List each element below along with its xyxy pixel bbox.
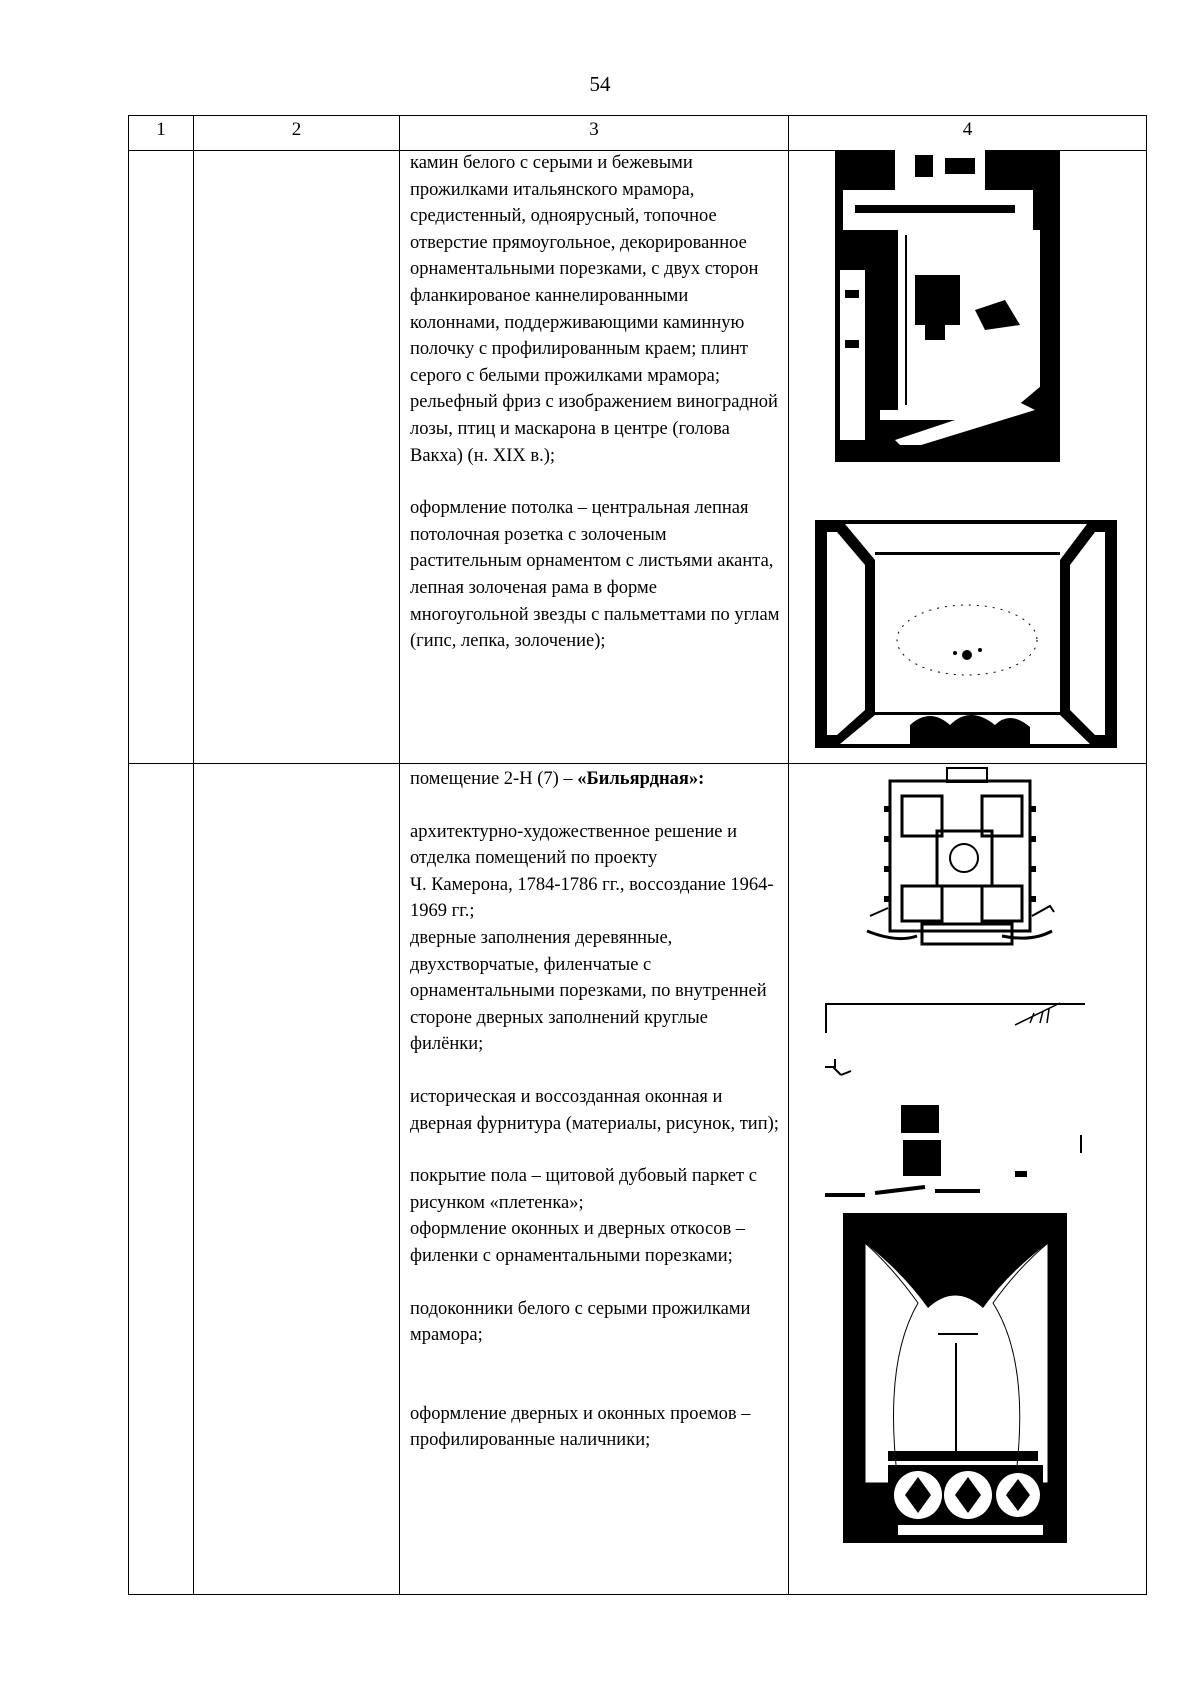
column-header-3: 3: [589, 119, 599, 140]
room-heading-name: «Бильярдная»:: [577, 769, 705, 789]
column-header-4: 4: [962, 119, 973, 140]
page-number: 54: [589, 72, 611, 96]
ceiling-description: оформление потолка – центральная лепная потолочная розетка с золоченым растительным орнаментом с листьями аканта, лепная золоченая рама в форме многоугольной звезды с пальметтами по углам (гипс, лепка, золочение);: [410, 498, 780, 652]
column-header-2: 2: [291, 119, 302, 140]
column-divider: [788, 116, 789, 1594]
doors-description: дверные заполнения деревянные, двухстворчатые, филенчатые с орнаментальными порезками, по внутренней стороне дверных заполнений круглые филёнки;: [410, 927, 767, 1055]
windowsill-description: подоконники белого с серыми прожилками мрамора;: [410, 1298, 751, 1346]
column-divider: [193, 116, 194, 1594]
architecture-description: архитектурно-художественное решение и отделка помещений по проекту: [410, 821, 738, 869]
room-heading-prefix: помещение 2-Н (7) –: [410, 769, 578, 789]
row-1-description: [410, 150, 780, 655]
column-divider: [399, 116, 400, 1594]
ceiling-photo: [815, 520, 1117, 748]
fireplace-photo: [835, 150, 1060, 462]
architect-dates: Ч. Камерона, 1784-1786 гг., воссоздание 1964-1969 гг.;: [410, 874, 774, 922]
openings-description: оформление дверных и оконных проемов – профилированные наличники;: [410, 1403, 751, 1451]
room-heading: [410, 766, 780, 793]
interior-photo: [815, 995, 1095, 1205]
window-photo: [843, 1213, 1067, 1543]
reveals-description: оформление оконных и дверных откосов – филенки с орнаментальными порезками;: [410, 1219, 746, 1266]
floor-plan-image: [862, 766, 1057, 951]
column-header-1: 1: [156, 119, 166, 140]
floor-description: покрытие пола – щитовой дубовый паркет с рисунком «плетенка»;: [410, 1166, 757, 1213]
row-2-description: [410, 766, 780, 1454]
hardware-description: историческая и воссозданная оконная и дверная фурнитура (материалы, рисунок, тип);: [410, 1086, 779, 1134]
fireplace-description: камин белого с серыми и бежевыми прожилками итальянского мрамора, средистенный, одноярусный, топочное отверстие прямоугольное, декорированное орнаментальными порезками, с двух сторон фланкированое каннелированными колоннами, поддерживающими каминную полочку с профилированным краем; плинт серого с белыми прожилками мрамора; рельефный фриз с изображением виноградной лозы, птиц и маскарона в центре (голова Вакха) (н. XIX в.);: [410, 153, 778, 466]
row-divider: [129, 763, 1146, 764]
